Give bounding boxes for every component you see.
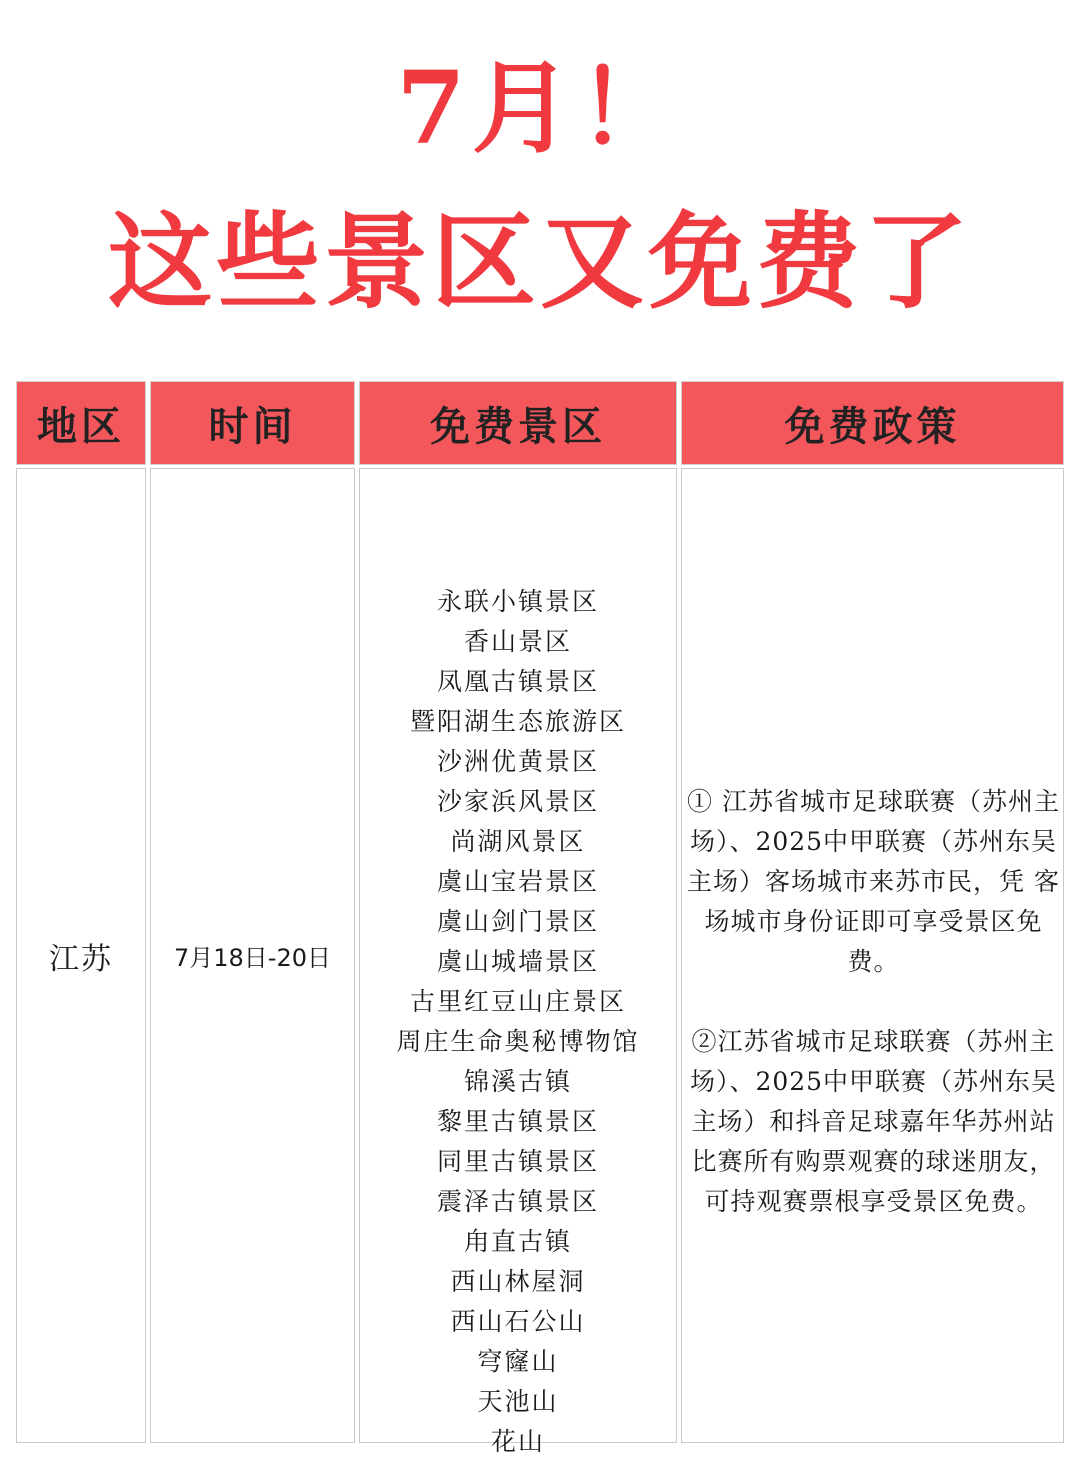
free-scenic-spots-table [16,381,1064,1456]
policy-spacer [686,982,1061,1022]
header-region: 地区 [16,381,146,465]
spot-item: 虞山城墙景区 [436,947,599,976]
spots-list [360,582,676,1462]
spot-item: 周庄生命奥秘博物馆 [396,1027,640,1056]
spot-item: 西山石公山 [450,1307,586,1336]
spot-item: 花山 [490,1427,545,1456]
spot-item: 虞山剑门景区 [436,907,599,936]
spot-item: 穹窿山 [477,1347,559,1376]
spot-item: 虞山宝岩景区 [436,867,599,896]
spot-item: 同里古镇景区 [436,1147,599,1176]
spot-item: 古里红豆山庄景区 [409,987,626,1016]
policy-text-block [686,782,1061,1222]
cell-region [16,468,146,1443]
header-time: 时间 [150,381,355,465]
time-value: 7月18日-20日 [173,944,331,972]
spot-item: 尚湖风景区 [450,827,586,856]
spot-item: 天池山 [477,1387,559,1416]
spot-item: 西山林屋洞 [450,1267,586,1296]
spot-item: 永联小镇景区 [436,587,599,616]
spot-item: 暨阳湖生态旅游区 [409,707,626,736]
spot-item: 黎里古镇景区 [436,1107,599,1136]
spot-item: 锦溪古镇 [463,1067,572,1096]
spot-item: 甪直古镇 [463,1227,572,1256]
cell-time [150,468,355,1443]
header-spots: 免费景区 [359,381,677,465]
page-title-line-1: 7月！ [396,49,684,167]
spot-item: 震泽古镇景区 [436,1187,599,1216]
page-title-line-2: 这些景区又免费了 [107,200,972,323]
region-value: 江苏 [49,941,113,977]
spot-item: 沙洲优黄景区 [436,747,599,776]
cell-policy [681,468,1064,1443]
spot-item: 沙家浜风景区 [436,787,599,816]
spot-item: 凤凰古镇景区 [436,667,599,696]
header-policy: 免费政策 [681,381,1064,465]
cell-spots [359,468,677,1456]
policy-item-2: ②江苏省城市足球联赛（苏州主场）、2025中甲联赛（苏州东吴主场）和抖音足球嘉年华苏州站比赛所有购票观赛的球迷朋友，可持观赛票根享受景区免费。 [689,1027,1058,1216]
policy-item-1: ① 江苏省城市足球联赛（苏州主场）、2025中甲联赛（苏州东吴主场）客场城市来苏市民，凭 客场城市身份证即可享受景区免费。 [687,787,1060,976]
spot-item: 香山景区 [463,627,572,656]
